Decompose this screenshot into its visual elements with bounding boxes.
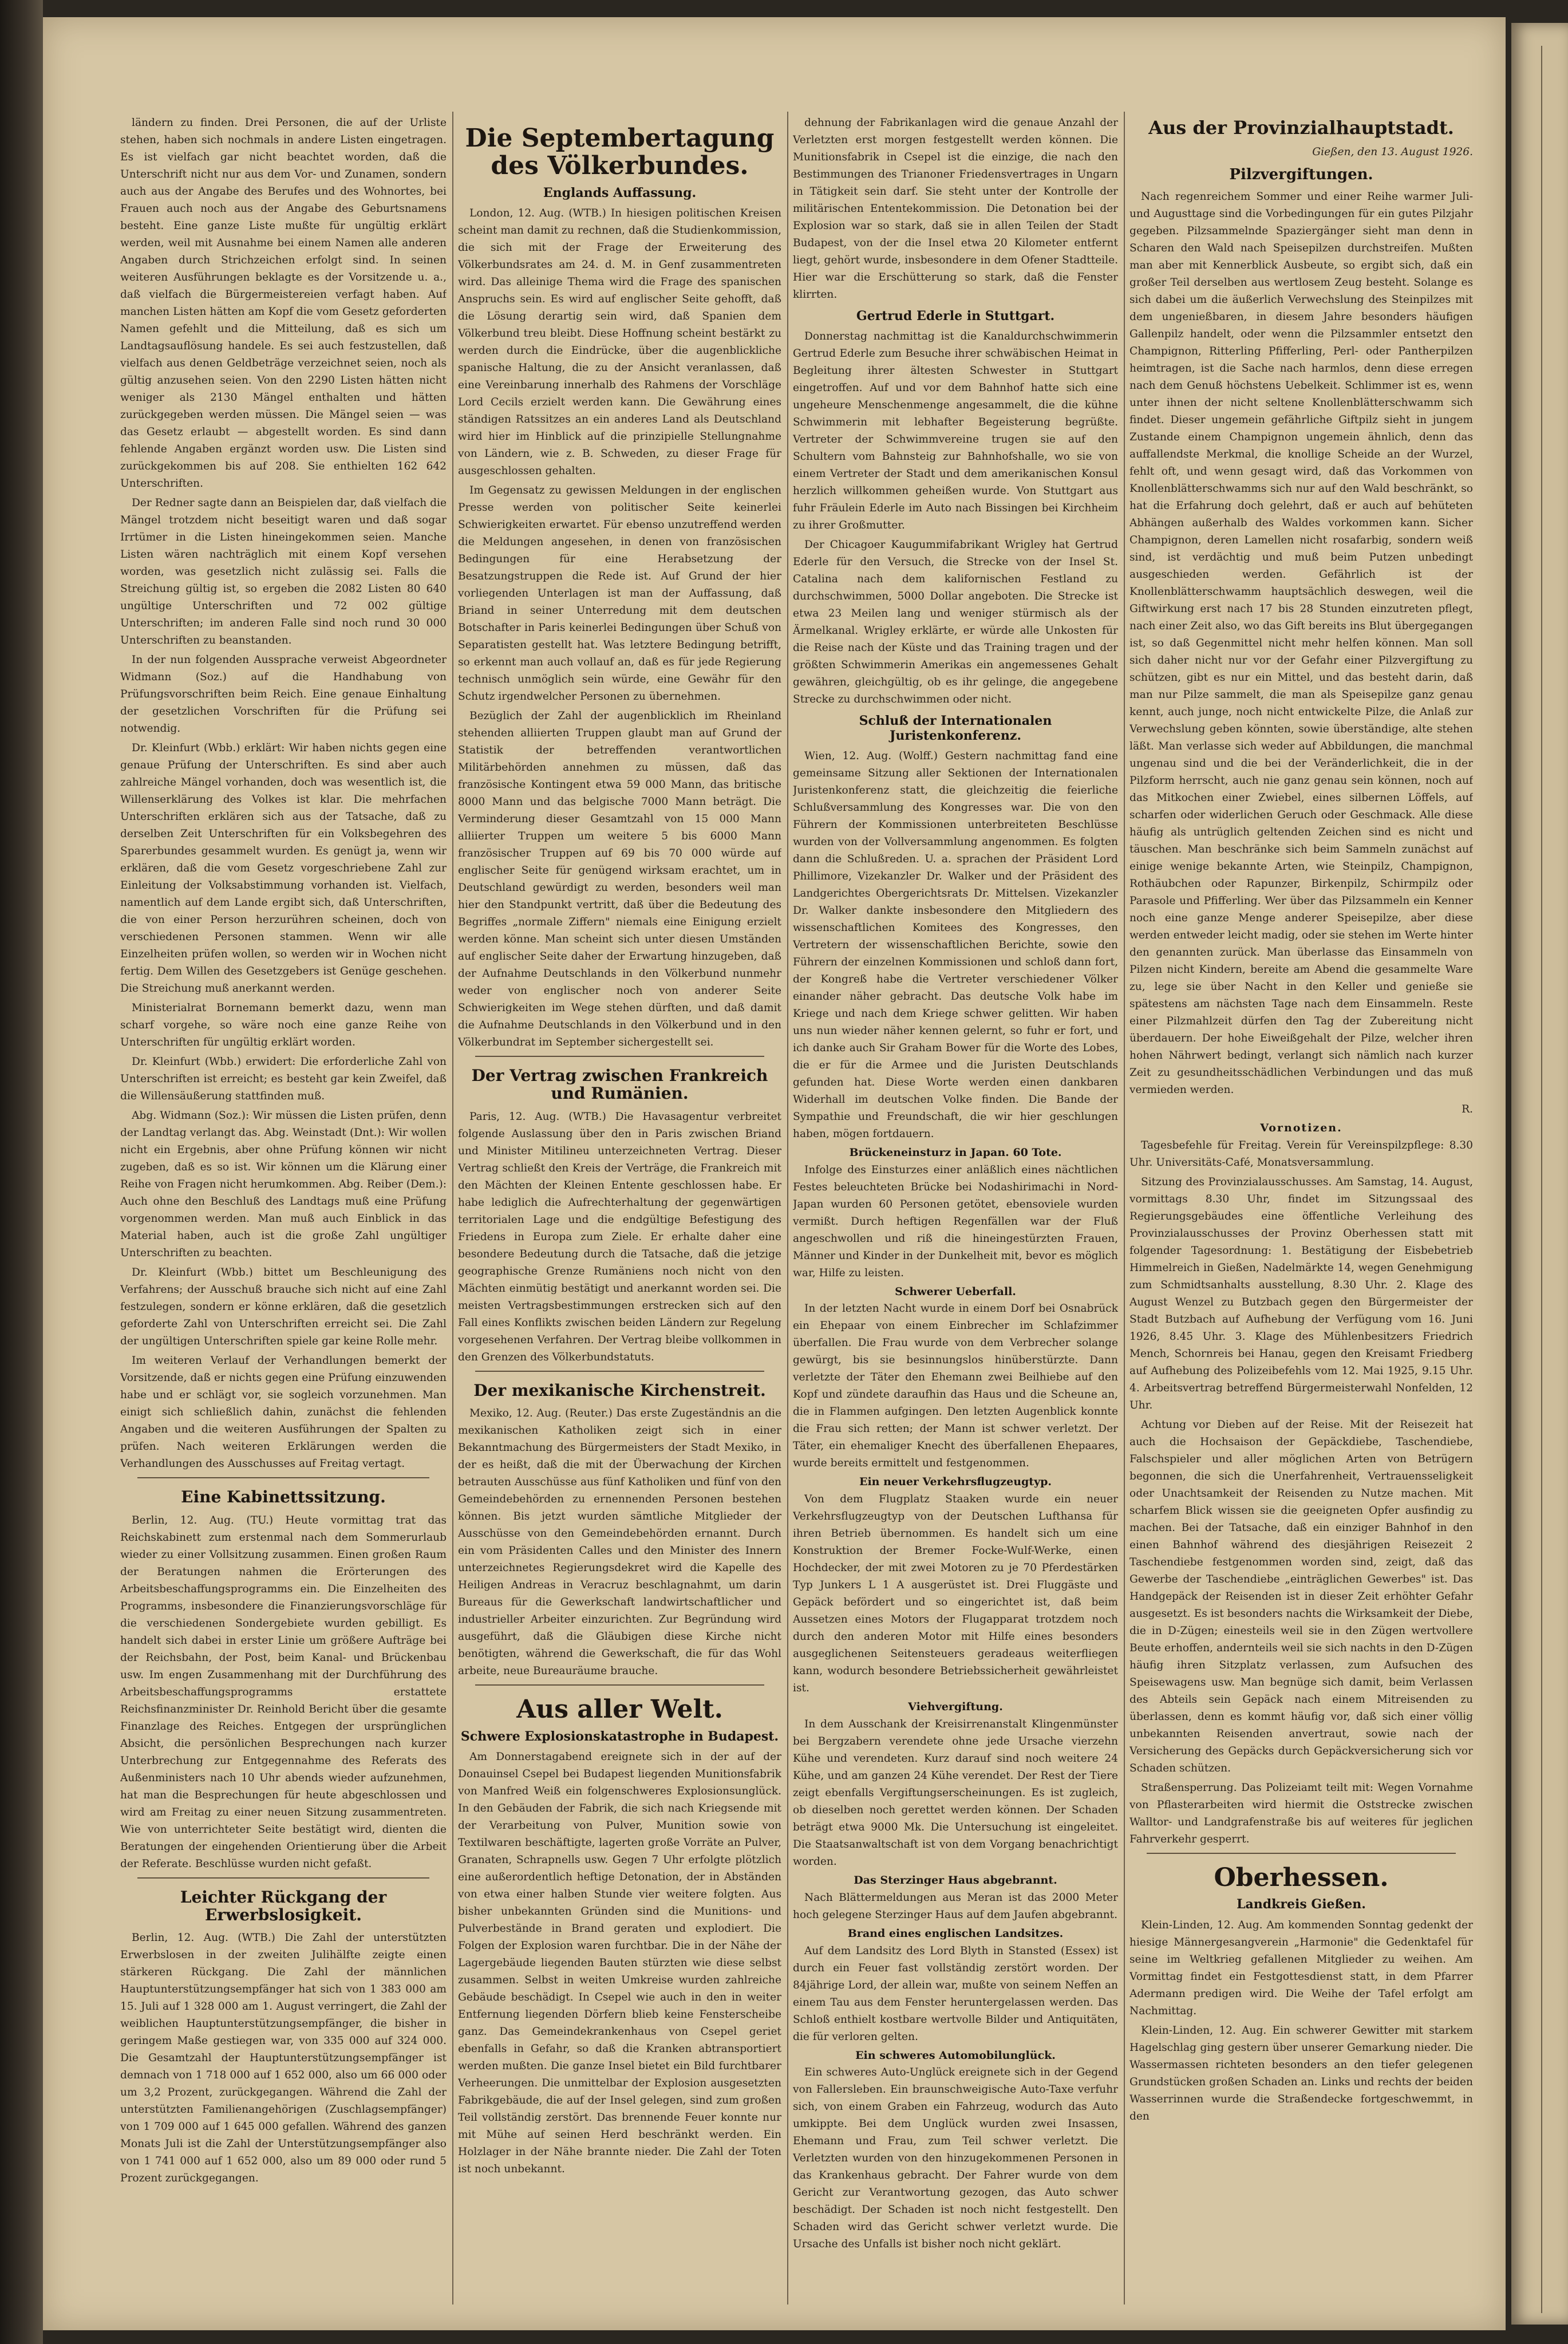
column-2: [458, 115, 781, 2302]
section-divider: [137, 1877, 429, 1879]
headline-pilzvergiftungen: Pilzvergiftungen.: [1229, 166, 1373, 184]
section-divider: [475, 1056, 764, 1057]
subhead-viehvergiftung: Viehvergiftung.: [908, 1700, 1003, 1714]
column-3: [793, 115, 1118, 2302]
subhead-brueckeneinsturz: Brückeneinsturz in Japan. 60 Tote.: [849, 1146, 1062, 1159]
headline-provinzialhauptstadt: Aus der Provinzialhauptstadt.: [1148, 117, 1454, 139]
article-text: Ministerialrat Bornemann bemerkt dazu, wenn man scharf vorgehe, so wäre noch eine ganze Reihe von Unterschriften für ungültig erklärt worden.: [120, 1002, 447, 1048]
column-rule-2: [787, 112, 788, 2304]
article-text: London, 12. Aug. (WTB.) In hiesigen politischen Kreisen scheint man damit zu rechnen, daß die Studienkommission, die sich mit der Frage der Erweiterung des Völkerbundsrates am 24. d. M. in Genf zusammentreten wird. Das alleinige Thema wird die Frage des spanischen Anspruchs sein. Es wird auf englischer Seite gehofft, daß die Lösung derartig sein wird, daß Spanien dem Völkerbund treu bleibt. Diese Hoffnung scheint bestärkt zu werden durch die Eindrücke, über die augenblickliche spanische Haltung, die zu der Ansicht veranlassen, daß eine Vereinbarung innerhalb des Rahmens der Vorschläge Lord Cecils erzielt werden kann. Die Gewährung eines ständigen Ratssitzes an ein anderes Land als Deutschland wird hier im Hinblick auf die prinzipielle Stellungnahme von Ländern, wie z. B. Schweden, zu dieser Frage für ausgeschlossen gehalten.: [458, 207, 781, 478]
article-text: Nach Blättermeldungen aus Meran ist das 2000 Meter hoch gelegene Sterzinger Haus auf dem Jaufen abgebrannt.: [793, 1891, 1118, 1921]
article-text: Infolge des Einsturzes einer anläßlich eines nächtlichen Festes beleuchteten Brücke bei Nodashirimachi in Nord-Japan wurden 60 Personen getötet, ebensoviele wurden vermißt. Durch heftigen Regenfällen war der Fluß angeschwollen und riß die hineingestürzten Frauen, Männer und Kinder in der Dunkelheit mit, bevor es möglich war, Hilfe zu leisten.: [793, 1163, 1118, 1279]
subhead-landsitz: Brand eines englischen Landsitzes.: [847, 1927, 1064, 1940]
column-4: [1129, 115, 1473, 2302]
dateline: Gießen, den 13. August 1926.: [1312, 146, 1473, 159]
headline-aus-aller-welt: Aus aller Welt.: [516, 1695, 723, 1725]
headline-oberhessen: Oberhessen.: [1214, 1862, 1389, 1892]
article-text: ländern zu finden. Drei Personen, die auf der Urliste stehen, haben sich nochmals in andere Listen eingetragen. Es ist vielfach gar nicht beachtet worden, daß die Unterschrift nicht nur aus dem Vor- und Zunamen, sondern auch aus der Angabe des Berufes und des Wohnortes, bei Frauen auch noch aus der Angabe des Geburtsnamens besteht. Eine ganze Liste mußte für ungültig erklärt werden, weil mit Ausnahme bei einem Namen alle anderen Angaben durch Strichzeichen erfolgt sind. In seinen weiteren Ausführungen beklagte es der Vorsitzende u. a., daß vielfach die Bürgermeistereien verfagt haben. Auf manchen Listen hätten am Kopf die vom Gesetz geforderten Namen gefehlt und die Mitteilung, daß es sich um Landtagsauflösung handele. Es sei auch festzustellen, daß vielfach aus denen Geldbeträge verzeichnet seien, noch als gültig anzusehen seien. Von den 2290 Listen hätten nicht weniger als 2130 Mängel enthalten und hätten zurückgegeben werden müssen. Die Mängel seien — was das Gesetz erlaubt — abgestellt worden. Es sind dann fehlende Angaben ergänzt worden usw. Die Listen sind zurückgekommen bis auf 208. Sie enthielten 162 642 Unterschriften.: [120, 117, 447, 490]
subhead-ueberfall: Schwerer Ueberfall.: [895, 1285, 1016, 1298]
headline-ederle: Gertrud Ederle in Stuttgart.: [856, 309, 1055, 323]
article-text: Berlin, 12. Aug. (WTB.) Die Zahl der unterstützten Erwerbslosen in der zweiten Julihälfte zeigte einen stärkeren Rückgang. Die Zahl der männlichen Hauptunterstützungsempfänger hat sich von 1 383 000 am 15. Juli auf 1 328 000 am 1. August verringert, die Zahl der weiblichen Hauptunterstützungsempfänger, die bisher in geringem Maße gestiegen war, von 335 000 auf 324 000. Die Gesamtzahl der Hauptunterstützungsempfänger ist demnach von 1 718 000 auf 1 652 000, also um 66 000 oder um 3,2 Prozent, zurückgegangen. Während die Zahl der unterstützten Familienangehörigen (Zuschlagsempfänger) von 1 709 000 auf 1 645 000 gefallen. Während des ganzen Monats Juli ist die Zahl der Unterstützungsempfänger also von 1 741 000 auf 1 652 000, also um 89 000 oder rund 5 Prozent zurückgegangen.: [120, 1932, 447, 2185]
article-text: Ein schweres Auto-Unglück ereignete sich in der Gegend von Fallersleben. Ein braunschweigische Auto-Taxe verfuhr sich, von einem Graben ein Fahrzeug, wodurch das Auto umkippte. Bei dem Unglück wurden zwei Insassen, Ehemann und Frau, zum Teil schwer verletzt. Die Verletzten wurden von den hinzugekommenen Personen in das Krankenhaus gebracht. Der Fahrer wurde von dem Gericht zur Verantwortung gezogen, das Auto schwer beschädigt. Der Schaden ist noch nicht festgestellt. Den Schaden wird das Gericht schwer verletzt wurde. Die Ursache des Unfalls ist bisher noch nicht geklärt.: [793, 2066, 1118, 2251]
article-text: Straßensperrung. Das Polizeiamt teilt mit: Wegen Vornahme von Pflasterarbeiten wird hiermit die Oststrecke zwischen Walltor- und Landgrafenstraße bis auf weiteres für jeglichen Fahrverkehr gesperrt.: [1129, 1781, 1473, 1845]
binding-shadow: [0, 0, 43, 2344]
article-text: Dr. Kleinfurt (Wbb.) erklärt: Wir haben nichts gegen eine genaue Prüfung der Unterschriften. Es sind aber auch zahlreiche Mängel vorhanden, doch was wesentlich ist, die Willenserklärung des Volkes ist klar. Die mehrfachen Unterschriften erklären sich aus der Tatsache, daß zu derselben Zeit Unterschriften für ein Volksbegehren des Sparerbundes gesammelt wurden. Es genügt ja, wenn wir erklären, daß die vom Gesetz vorgeschriebene Zahl zur Einleitung der Volksabstimmung vorhanden ist. Vielfach, namentlich auf dem Lande ergibt sich, daß Unterschriften, die von einer Person herzurühren scheinen, doch von verschiedenen Personen stammen. Wenn wir alle Einzelheiten prüfen wollen, so werden wir in Wochen nicht fertig. Dem Willen des Gesetzgebers ist Genüge geschehen. Die Streichung muß anerkannt werden.: [120, 742, 447, 995]
article-text: Klein-Linden, 12. Aug. Ein schwerer Gewitter mit starkem Hagelschlag ging gestern über unserer Gemarkung nieder. Die Wassermassen richteten besonders an den tiefer gelegenen Grundstücken großen Schaden an. Links und rechts der beiden Wasserrinnen wurde die Straßendecke fortgeschwemmt, in den: [1129, 2024, 1473, 2122]
article-text: Tagesbefehle für Freitag. Verein für Vereinspilzpflege: 8.30 Uhr. Universitäts-Café, Monatsversammlung.: [1129, 1139, 1473, 1169]
headline-vertrag-rumaenien: Der Vertrag zwischen Frankreich und Rumänien.: [471, 1066, 768, 1103]
adjacent-page-edge: [1511, 23, 1568, 2325]
adjacent-page-rule: [1541, 46, 1542, 2313]
subhead-automobilunglueck: Ein schweres Automobilunglück.: [855, 2049, 1056, 2062]
headline-juristenkonferenz: Schluß der Internationalen Juristenkonferenz.: [859, 713, 1052, 743]
article-text: Sitzung des Provinzialausschusses. Am Samstag, 14. August, vormittags 8.30 Uhr, findet im Sitzungssaal des Regierungsgebäudes eine öffentliche Verleihung des Provinzialausschusses der Provinz Oberhessen statt mit folgender Tagesordnung: 1. Bestätigung der Eisbebetrieb Himmelreich in Gießen, Nadelmärkte 14, wegen Genehmigung zum Schmidtsanhalts ausstellung, 8.30 Uhr. 2. Klage des August Wenzel zu Butzbach gegen den Bürgermeister der Stadt Butzbach auf Aufhebung der Verfügung vom 16. Juni 1926, 8.45 Uhr. 3. Klage des Mühlenbesitzers Friedrich Mench, Schornreis bei Hanau, gegen den Kreisamt Friedberg auf Aufhebung des Polizeibefehls vom 12. Mai 1925, 9.15 Uhr. 4. Arbeitsvertrag betreffend Bürgermeisterwahl Nonfelden, 12 Uhr.: [1129, 1175, 1473, 1411]
article-text: Klein-Linden, 12. Aug. Am kommenden Sonntag gedenkt der hiesige Männergesangverein „Harmonie" die Gedenktafel für seine im Weltkrieg gefallenen Mitglieder zu weihen. Am Vormittag findet ein Festgottesdienst statt, in dem Pfarrer Adermann predigen wird. Die Weihe der Tafel erfolgt am Nachmittag.: [1129, 1919, 1473, 2017]
article-text: Im Gegensatz zu gewissen Meldungen in der englischen Presse werden von politischer Seite keinerlei Schwierigkeiten erwartet. Für ebenso unzutreffend werden die Meldungen angesehen, in denen von französischen Bedingungen für eine Herabsetzung der Besatzungstruppen die Rede ist. Auf Grund der hier vorliegenden Unterlagen ist man der Auffassung, daß Briand in seiner Unterredung mit dem deutschen Botschafter in Paris keinerlei Bedingungen über Schuß von Separatisten gestellt hat. Was letztere Bedingung betrifft, so erkennt man auch vollauf an, daß es für jede Regierung technisch unmöglich sein würde, eine Gewähr für den Schutz irgendwelcher Personen zu übernehmen.: [458, 484, 781, 703]
article-text: Paris, 12. Aug. (WTB.) Die Havasagentur verbreitet folgende Auslassung über den in Paris zwischen Briand und Minister Mitilineu unterzeichneten Vertrag. Dieser Vertrag schließt den Kreis der Verträge, die Frankreich mit den Mächten der Kleinen Entente geschlossen habe. Er habe lediglich die Aufrechterhaltung der gegenwärtigen territorialen Lage und die endgültige Befestigung des Friedens in Europa zum Ziele. Er erhalte daher eine besondere Bedeutung durch die Tatsache, daß die jetzige geographische Grenze Rumäniens noch nicht von den Mächten einmütig bestätigt und anerkannt worden sei. Die meisten Vertragsbestimmungen erstrecken sich auf den Fall eines Konflikts zwischen beiden Ländern zur Regelung vorgesehenen Verfahren. Der Vertrag bleibe vollkommen in den Grenzen des Völkerbundstatuts.: [458, 1110, 781, 1363]
column-1: [120, 115, 447, 2302]
article-text: In der letzten Nacht wurde in einem Dorf bei Osnabrück ein Ehepaar von einem Einbrecher im Schlafzimmer überfallen. Die Frau wurde von dem Verbrecher solange gewürgt, bis sie besinnungslos hinüberstürzte. Dann verletzte der Täter den Ehemann zwei Beilhiebe auf den Kopf und zündete daraufhin das Haus und die Scheune an, die in Flammen aufgingen. Den letzten Augenblick konnte die Frau sich retten; der Mann ist schwer verletzt. Der Täter, ein ehemaliger Knecht des überfallenen Ehepaares, wurde bereits ermittelt und festgenommen.: [793, 1303, 1118, 1470]
column-rule-3: [1124, 112, 1125, 2304]
article-text: Donnerstag nachmittag ist die Kanaldurchschwimmerin Gertrud Ederle zum Besuche ihrer schwäbischen Heimat in Begleitung ihrer ältesten Schwester in Stuttgart eingetroffen. Auf und vor dem Bahnhof hatte sich eine ungeheure Menschenmenge angesammelt, die die kühne Schwimmerin mit lebhafter Begeisterung begrüßte. Vertreter der Schwimmvereine trugen sie auf den Schultern vom Bahnsteig zur Bahnhofshalle, wo sie von einem Vertreter der Stadt und dem amerikanischen Konsul herzlich willkommen geheißen wurde. Von Stuttgart aus fuhr Fräulein Ederle im Auto nach Bissingen bei Kirchheim zu ihrer Großmutter.: [793, 330, 1118, 532]
article-text: Achtung vor Dieben auf der Reise. Mit der Reisezeit hat auch die Hochsaison der Gepäckdiebe, Taschendiebe, Falschspieler und aller möglichen Arten von Betrügern begonnen, die sich die Unerfahrenheit, Vertrauensseligkeit oder Unachtsamkeit der Reisenden zu Nutze machen. Mit scharfem Blick wissen sie die geeigneten Opfer ausfindig zu machen. Bei der Tatsache, daß ein einziger Bahnhof in den einen Bahnhof während des diesjährigen Reisezeit 2 Taschendiebe festgenommen worden sind, zeigt, daß das Gewerbe der Taschendiebe „einträglichen Gewerbes" ist. Das Handgepäck der Reisenden ist in dieser Zeit erhöhter Gefahr ausgesetzt. Es ist besonders nachts die Wirksamkeit der Diebe, die in D-Zügen; einesteils weil sie in den Zügen wertvollere Beute erhoffen, andernteils weil sie sich nachts in den D-Zügen häufig ihren Sitzplatz verlassen, zum Aufsuchen des Speisewagens usw. Man begnüge sich damit, beim Verlassen des Abteils sein Gepäck nach einem Mitreisenden zu überlassen, denn es kommt häufig vor, daß sich einer völlig unbekannten Reisenden anvertraut, sowie nach der Versicherung des Gepäcks durch Gepäckversicherung sich vor Schaden schützen.: [1129, 1418, 1473, 1774]
article-text: Dr. Kleinfurt (Wbb.) erwidert: Die erforderliche Zahl von Unterschriften ist erreicht; es besteht gar kein Zweifel, daß die Willensäußerung stattfinden muß.: [120, 1056, 447, 1102]
article-text: Von dem Flugplatz Staaken wurde ein neuer Verkehrsflugzeugtyp von der Deutschen Lufthansa für ihren Betrieb übernommen. Es handelt sich um eine Konstruktion der Bremer Focke-Wulf-Werke, einen Hochdecker, der mit zwei Motoren zu je 70 Pferdestärken Typ Junkers L 1 A ausgerüstet ist. Drei Fluggäste und Gepäck befördert und so eingerichtet ist, daß beim Aussetzen eines Motors der Flugapparat trotzdem noch durch den anderen Motor mit Hilfe eines besonders ausgeglichenen Seitensteuers geradeaus weiterfliegen kann, wodurch besondere Betriebssicherheit gewährleistet ist.: [793, 1493, 1118, 1695]
subhead-sterzinger-haus: Das Sterzinger Haus abgebrannt.: [854, 1874, 1057, 1887]
article-text: Nach regenreichem Sommer und einer Reihe warmer Juli- und Augusttage sind die Vorbedingungen für ein gutes Pilzjahr gegeben. Pilzsammelnde Spaziergänger sieht man denn in Scharen den Wald nach Speisepilzen durchstreifen. Mußten man aber mit Kennerblick Ausbeute, so ergibt sich, daß ein großer Teil derselben aus wertlosem Zeug besteht. Solange es sich dabei um die äußerlich Verwechslung des Steinpilzes mit dem ungenießbaren, in diesem Jahre besonders häufigen Gallenpilz handelt, oder wenn die Pilzsammler entsetzt den Champignon, Ritterling Pfifferling, Perl- oder Pantherpilzen heimtragen, ist die Sache nach harmlos, denn diese erregen nach dem Genuß höchstens Uebelkeit. Schlimmer ist es, wenn unter ihnen der nicht seltene Knollenblätterschwamm sich findet. Dieser ungemein gefährliche Giftpilz sieht in jungem Zustande einem Champignon ungemein ähnlich, denn das auffallendste Merkmal, die knollige Scheide an der Wurzel, fehlt oft, und wenn gesagt wird, daß das Vorkommen von Knollenblätterschwamms sich nur auf den Wald beschränkt, so hat die Erfahrung doch gelehrt, daß er auch auf behüteten Abhängen außerhalb des Waldes vorkommen kann. Sicher Champignon, deren Lamellen nicht rosafarbig, sondern weiß sind, ist verdächtig und muß beim Putzen unbedingt ausgeschieden werden. Gefährlich ist der Knollenblätterschwamm hauptsächlich deswegen, weil die Giftwirkung erst nach 17 bis 28 Stunden einzutreten pflegt, nach einer Zeit also, wo das Gift bereits ins Blut übergegangen ist, so daß Gegenmittel nicht mehr helfen können. Man soll sich daher nicht nur vor der Gefahr einer Pilzvergiftung zu schützen, gibt es nur ein Mittel, und das besteht darin, daß man nur Pilze sammelt, die man als Speisepilze ganz genau kennt, auch junge, noch nicht entwickelte Pilze, die Anlaß zur Verwechslung geben könnten, sowie überständige, alte stehen läßt. Man verlasse sich weder auf Abbildungen, die manchmal ungenau sind und die bei der Veränderlichkeit, die in der Pilzform herrscht, auch nie ganz genau sein können, noch auf das Mitkochen einer Zwiebel, eines silbernen Löffels, auf scharfen oder widerlichen Geruch oder Geschmack. Alle diese häufig als untrüglich geltenden Zeichen sind es nicht und täuschen. Man beschränke sich beim Sammeln zunächst auf einige wenige bekannte Arten, wie Steinpilz, Champignon, Rothäubchen oder Rapunzer, Birkenpilz, Schirmpilz oder Parasole und Pfifferling. Wer über das Pilzsammeln ein Kenner noch eine ganze Menge anderer Speisepilze, aber diese werden entweder leicht madig, oder sie stehen im Werte hinter den genannten zurück. Man überlasse das Einsammeln von Pilzen nicht Kindern, bereite am Abend die gesammelte Ware zu, lege sie über Nacht in den Keller und genieße sie spätestens am nächsten Tage nach dem Einsammeln. Reste einer Pilzmahlzeit dürfen den Tag der Zubereitung nicht überdauern. Der hohe Eiweißgehalt der Pilze, welcher ihren hohen Nährwert bedingt, verlangt sich nämlich nach kurzer Zeit zu gesundheitsschädlichen Verbindungen und das muß vermieden werden.: [1129, 191, 1473, 1096]
article-text: In der nun folgenden Aussprache verweist Abgeordneter Widmann (Soz.) auf die Handhabung von Prüfungsvorschriften beim Reich. Eine genaue Einhaltung der gesetzlichen Vorschriften für die Prüfung sei notwendig.: [120, 654, 447, 735]
article-text: Bezüglich der Zahl der augenblicklich im Rheinland stehenden alliierten Truppen glaubt man auf Grund der Statistik der betreffenden verantwortlichen Militärbehörden annehmen zu müssen, daß das französische Kontingent etwa 59 000 Mann, das britische 8000 Mann und das belgische 7000 Mann beträgt. Die Verminderung dieser Gesamtzahl von 15 000 Mann alliierter Truppen um weitere 5 bis 6000 Mann französischer Truppen auf 69 bis 70 000 würde auf englischer Seite für genügend wirksam erachtet, um in Deutschland gewürdigt zu werden, besonders weil man hier den Standpunkt vertritt, daß über die Bedeutung des Begriffes „normale Ziffern" niemals eine Einigung erzielt werden könne. Man scheint sich unter diesen Umständen auf englischer Seite daher der Erwartung hinzugeben, daß der Aufnahme Deutschlands in den Völkerbund nunmehr weder von englischer noch von anderer Seite Schwierigkeiten im Wege stehen dürften, und daß damit die Aufnahme Deutschlands in den Völkerbund und in den Völkerbundrat im September sichergestellt sei.: [458, 710, 781, 1049]
subhead-flugzeug: Ein neuer Verkehrsflugzeugtyp.: [859, 1475, 1052, 1489]
column-rule-1: [452, 112, 453, 2304]
subhead-budapest: Schwere Explosionskatastrophe in Budapest.: [460, 1729, 779, 1744]
article-text: Auf dem Landsitz des Lord Blyth in Stansted (Essex) ist durch ein Feuer fast vollständig zerstört worden. Der 84jährige Lord, der allein war, mußte von seinem Neffen an einem Tau aus dem Fenster heruntergelassen werden. Das Schloß enthielt kostbare wertvolle Bilder und Antiquitäten, die für verloren gelten.: [793, 1944, 1118, 2043]
subhead-landkreis-giessen: Landkreis Gießen.: [1237, 1897, 1366, 1912]
author-signature: R.: [1462, 1103, 1473, 1116]
article-text: Der Chicagoer Kaugummifabrikant Wrigley hat Gertrud Ederle für den Versuch, die Strecke von der Insel St. Catalina nach dem kalifornischen Festland zu durchschwimmen, 5000 Dollar angeboten. Die Strecke ist etwa 23 Meilen lang und weniger stürmisch als der Ärmelkanal. Wrigley erklärte, er würde alle Unkosten für die Reise nach der Küste und das Training tragen und der größten Schwimmerin Amerikas ein angemessenes Gehalt gewähren, gleichgültig, ob es ihr gelinge, die angegebene Strecke zu durchschwimmen oder nicht.: [793, 539, 1118, 706]
section-divider: [1147, 1853, 1456, 1854]
headline-erwerbslosigkeit: Leichter Rückgang der Erwerbslosigkeit.: [180, 1887, 387, 1924]
article-text: dehnung der Fabrikanlagen wird die genaue Anzahl der Verletzten erst morgen festgestellt werden können. Die Munitionsfabrik in Csepel ist die einzige, die nach den Bestimmungen des Trianoner Friedensvertrages in Ungarn in Tätigkeit sein darf. Sie steht unter der Kontrolle der militärischen Ententekommission. Die Detonation bei der Explosion war so stark, daß sie in allen Teilen der Stadt Budapest, von der die Insel etwa 20 Kilometer entfernt liegt, gehört wurde, insbesondere in dem Ofener Stadtteile. Hier war die Erschütterung so stark, daß die Fenster klirrten.: [793, 117, 1118, 301]
headline-kabinettssitzung: Eine Kabinettssitzung.: [181, 1487, 386, 1506]
article-text: Wien, 12. Aug. (Wolff.) Gestern nachmittag fand eine gemeinsame Sitzung aller Sektionen der Internationalen Juristenkonferenz statt, die gleichzeitig die feierliche Schlußversammlung des Kongresses war. Die von den Führern der Kommissionen unterbreiteten Beschlüsse wurden von der Vollversammlung angenommen. Es folgten dann die Schlußreden. U. a. sprachen der Präsident Lord Phillimore, Vizekanzler Dr. Walker und der Präsident des Landgerichtes Obergerichtsrats Dr. Mittelsen. Vizekanzler Dr. Walker dankte insbesondere den Mitgliedern des wissenschaftlichen Komitees des Kongresses, den Vertretern der wissenschaftlichen Berichte, sowie den Führern der einzelnen Kommissionen und schloß dann fort, der Kongreß habe die Vertreter verschiedener Völker einander näher gebracht. Das deutsche Volk habe im Kriege und nach dem Kriege schwer gelitten. Wir haben uns nun wieder näher kennen gelernt, so fuhr er fort, und ich danke auch Sir Graham Bower für die Worte des Lobes, die er für die Armee und die Juristen Deutschlands gefunden hat. Diese Worte werden einen dankbaren Widerhall im deutschen Volke finden. Die Bande der Sympathie und Freundschaft, die wir hier geschlungen haben, mögen fortdauern.: [793, 749, 1118, 1140]
article-text: Am Donnerstagabend ereignete sich in der auf der Donauinsel Csepel bei Budapest liegenden Munitionsfabrik von Manfred Weiß ein folgenschweres Explosionsunglück. In den Gebäuden der Fabrik, die sich nach Kriegsende mit der Verarbeitung von Pulver, Munition sowie von Textilwaren beschäftigte, lagerten große Vorräte an Pulver, Granaten, Schrapnells usw. Gegen 7 Uhr erfolgte plötzlich eine außerordentlich heftige Detonation, der in Abständen von etwa einer halben Stunde vier weitere folgten. Aus bisher unbekannten Gründen sind die Munitions- und Pulverbestände in Brand geraten und explodiert. Die Folgen der Explosion waren furchtbar. Die in der Nähe der Lagergebäude liegenden Bauten stürzten wie diese selbst zusammen. Selbst in weiten Umkreise wurden zahlreiche Gebäude beschädigt. In Csepel wie auch in den in weiter Entfernung liegenden Dörfern blieb keine Fensterscheibe ganz. Das Gemeindekrankenhaus von Csepel geriet ebenfalls in Gefahr, so daß die Kranken abtransportiert werden mußten. Die ganze Insel bietet ein Bild furchtbarer Verheerungen. Die unmittelbar der Explosion ausgesetzten Fabrikgebäude, die auf der Insel gelegen, sind zum großen Teil vollständig zerstört. Das brennende Feuer konnte nur mit Mühe auf seinen Herd beschränkt werden. Ein Holzlager in der Nähe brannte nieder. Die Zahl der Toten ist noch unbekannt.: [458, 1751, 781, 2176]
article-text: Berlin, 12. Aug. (TU.) Heute vormittag trat das Reichskabinett zum erstenmal nach dem Sommerurlaub wieder zu einer Vollsitzung zusammen. Einen großen Raum der Beratungen nahmen die Erörterungen des Arbeitsbeschaffungsprogramms ein. Die Einzelheiten des Programms, insbesondere die Finanzierungsvorschläge für die verschiedenen Sondergebiete wurden gebilligt. Es handelt sich dabei in erster Linie um größere Aufträge bei der Reichsbahn, der Post, beim Kanal- und Brückenbau usw. Im engen Zusammenhang mit der Durchführung des Arbeitsbeschaffungsprogramms erstattete Reichsfinanzminister Dr. Reinhold Bericht über die gesamte Finanzlage des Reiches. Entgegen der ursprünglichen Absicht, die persönlichen Besprechungen nach kurzer Unterbrechung zur Entgegennahme des Referats des Außenministers nach 10 Uhr abends wieder aufzunehmen, hat man die Besprechungen für heute abgeschlossen und wird am Freitag zu einer neuen Sitzung zusammentreten. Wie von unterrichteter Seite bestätigt wird, dienten die Beratungen der eingehenden Orientierung über die Arbeit der Referate. Beschlüsse wurden nicht gefaßt.: [120, 1514, 447, 1870]
subhead-englands-auffassung: Englands Auffassung.: [543, 185, 697, 200]
headline-kirchenstreit: Der mexikanische Kirchenstreit.: [473, 1380, 766, 1400]
article-text: Im weiteren Verlauf der Verhandlungen bemerkt der Vorsitzende, daß er nichts gegen eine Prüfung einzuwenden habe und er schlägt vor, sie sogleich vorzunehmen. Man einigt sich schließlich dahin, zunächst die fehlenden Angaben und die weiteren Ausführungen der Spalten zu prüfen. Nach weiteren Erklärungen werden die Verhandlungen des Ausschusses auf Freitag vertagt.: [120, 1355, 447, 1470]
article-text: Mexiko, 12. Aug. (Reuter.) Das erste Zugeständnis an die mexikanischen Katholiken zeigt sich in einer Bekanntmachung des Bürgermeisters der Stadt Mexiko, in der es heißt, daß die mit der Überwachung der Kirchen betrauten Ausschüsse aus fünf Katholiken und fünf von den Gemeindebehörden zu ernennenden Personen bestehen können. Bis jetzt wurden sämtliche Mitglieder der Ausschüsse von den Gemeindebehörden ernannt. Durch ein vom Präsidenten Calles und den Minister des Innern unterzeichnetes Regierungsdekret wird die Kapelle des Heiligen Andreas in Veracruz beschlagnahmt, um darin Bureaus für die Gewerkschaft landwirtschaftlicher und industrieller Arbeiter einzurichten. Zur Begründung wird ausgeführt, daß die Gläubigen diese Kirche nicht benötigten, während die Gewerkschaft, die für das Wohl arbeite, neue Bureauräume brauche.: [458, 1407, 781, 1678]
article-text: Dr. Kleinfurt (Wbb.) bittet um Beschleunigung des Verfahrens; der Ausschuß brauche sich nicht auf eine Zahl festzulegen, sondern er könne erklären, daß die gesetzlich geforderte Zahl von Unterschriften erreicht sei. Die Zahl der ungültigen Unterschriften spiele gar keine Rolle mehr.: [120, 1266, 447, 1347]
section-divider: [475, 1684, 764, 1686]
article-text: Der Redner sagte dann an Beispielen dar, daß vielfach die Mängel trotzdem nicht beseitigt waren und daß sogar Irrtümer in die Listen hineingekommen seien. Manche Listen wären nachträglich mit einem Kopf versehen worden, was gesetzlich nicht zulässig sei. Falls die Streichung gültig ist, so ergeben die 2082 Listen 80 640 ungültige Unterschriften und 72 002 gültige Unterschriften; im anderen Falle sind noch rund 30 000 Unterschriften zu beanstanden.: [120, 497, 447, 646]
article-text: Abg. Widmann (Soz.): Wir müssen die Listen prüfen, denn der Landtag verlangt das. Abg. Weinstadt (Dnt.): Wir wollen nicht ein Ergebnis, aber ohne Prüfung können wir nicht zugeben, daß es so ist. Wir können um die Klärung einer Reihe von Fragen nicht herumkommen. Abg. Reiber (Dem.): Auch ohne den Beschluß des Landtags muß eine Prüfung vorgenommen werden. Man muß auch Einblick in das Material haben, auch ist die große Zahl ungültiger Unterschriften zu beachten.: [120, 1110, 447, 1259]
article-text: In dem Ausschank der Kreisirrenanstalt Klingenmünster bei Bergzabern verendete ohne jede Ursache vierzehn Kühe und verendeten. Kurz darauf sind noch weitere 24 Kühe, und am ganzen 24 Kühe verendet. Der Rest der Tiere zeigt ebenfalls Vergiftungserscheinungen. Es ist zugleich, ob dieselben noch gerettet werden können. Der Schaden beträgt etwa 9000 Mk. Die Untersuchung ist eingeleitet. Die Staatsanwaltschaft ist von dem Vorgang benachrichtigt worden.: [793, 1718, 1118, 1868]
section-divider: [475, 1371, 764, 1372]
section-divider: [137, 1477, 429, 1478]
subhead-vornotizen: Vornotizen.: [1260, 1122, 1342, 1135]
headline-voelkerbund: Die Septembertagung des Völkerbundes.: [465, 124, 775, 181]
